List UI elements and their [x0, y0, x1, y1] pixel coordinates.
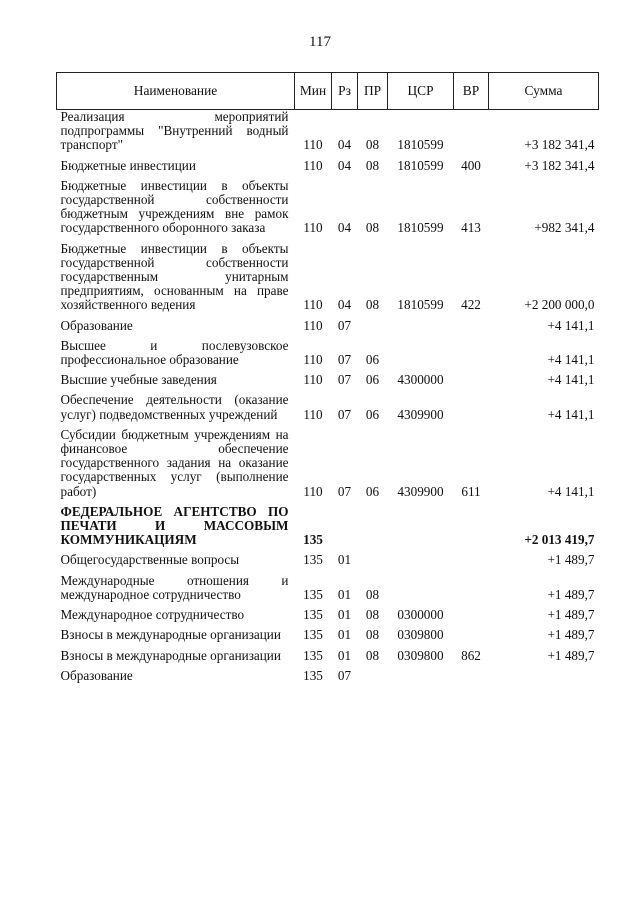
header-vr: ВР	[454, 73, 489, 110]
table-row	[57, 319, 599, 339]
row-pr-cell	[358, 669, 388, 689]
row-min-cell: 135	[303, 532, 323, 548]
row-name-cell: ФЕДЕРАЛЬНОЕ АГЕНТСТВО ПО ПЕЧАТИ И МАССОВЫМ КОММУНИКАЦИЯМ	[60, 503, 289, 548]
row-rz-cell: 07	[337, 317, 352, 333]
row-rz-cell: 01	[337, 627, 352, 643]
row-csr-cell: 1810599	[397, 297, 444, 313]
table-row	[57, 553, 599, 573]
row-min-cell: 110	[303, 317, 323, 333]
row-sum-cell: +1 489,7	[547, 607, 595, 623]
table-row	[57, 649, 599, 669]
row-vr-cell	[454, 553, 489, 573]
row-name-cell: Высшие учебные заведения	[60, 372, 217, 388]
table-row	[57, 373, 599, 393]
row-csr-cell: 1810599	[397, 137, 444, 153]
row-min-cell: 110	[303, 157, 323, 173]
row-min-cell: 135	[303, 607, 323, 623]
row-min-cell: 110	[303, 297, 323, 313]
table-row	[57, 669, 599, 689]
row-csr-cell	[388, 574, 454, 608]
row-csr-cell: 4309900	[397, 406, 444, 422]
row-rz-cell	[332, 505, 358, 554]
row-min-cell: 110	[303, 220, 323, 236]
header-name: Наименование	[57, 73, 295, 110]
row-vr-cell: 862	[461, 647, 481, 663]
row-rz-cell: 01	[337, 647, 352, 663]
table-row	[57, 159, 599, 179]
row-name-cell: Высшее и послевузовское профессиональное образование	[60, 337, 289, 368]
row-rz-cell: 07	[337, 352, 352, 368]
table-row	[57, 608, 599, 628]
row-sum-cell: +2 200 000,0	[524, 297, 595, 313]
row-name-cell: Общегосударственные вопросы	[60, 552, 240, 568]
row-pr-cell	[358, 319, 388, 339]
row-pr-cell: 06	[365, 372, 380, 388]
row-pr-cell: 06	[365, 406, 380, 422]
row-vr-cell	[454, 669, 489, 689]
row-name-cell: Субсидии бюджетным учреждениям на финансовое обеспечение государственного задания на оказание государственных услуг (выполнение работ)	[60, 426, 289, 499]
table-row	[57, 393, 599, 427]
row-min-cell: 135	[303, 586, 323, 602]
row-name-cell: Обеспечение деятельности (оказание услуг) подведомственных учреждений	[60, 392, 289, 422]
row-rz-cell: 07	[337, 483, 352, 499]
header-pr: ПР	[358, 73, 388, 110]
row-min-cell: 135	[303, 627, 323, 643]
row-name-cell: Образование	[60, 317, 133, 333]
row-rz-cell: 07	[337, 667, 352, 683]
row-name-cell: Реализация мероприятий подпрограммы "Внутренний водный транспорт"	[60, 109, 289, 153]
row-pr-cell: 06	[365, 352, 380, 368]
row-pr-cell: 08	[365, 220, 380, 236]
row-vr-cell	[454, 505, 489, 554]
row-sum-cell: +2 013 419,7	[524, 532, 595, 548]
row-vr-cell: 611	[461, 483, 481, 499]
row-csr-cell: 4309900	[397, 483, 444, 499]
row-rz-cell: 07	[337, 372, 352, 388]
row-min-cell: 135	[303, 552, 323, 568]
row-rz-cell: 01	[337, 607, 352, 623]
table-row	[57, 179, 599, 242]
row-min-cell: 135	[303, 647, 323, 663]
header-min: Мин	[295, 73, 332, 110]
row-vr-cell	[454, 110, 489, 159]
row-csr-cell	[388, 319, 454, 339]
row-name-cell: Международное сотрудничество	[60, 607, 245, 623]
row-min-cell: 110	[303, 372, 323, 388]
row-rz-cell: 01	[337, 586, 352, 602]
row-csr-cell: 1810599	[397, 220, 444, 236]
row-rz-cell: 04	[337, 297, 352, 313]
row-pr-cell: 06	[365, 483, 380, 499]
row-pr-cell: 08	[365, 647, 380, 663]
table-row	[57, 110, 599, 159]
row-min-cell: 110	[303, 137, 323, 153]
row-vr-cell	[454, 574, 489, 608]
row-min-cell: 110	[303, 352, 323, 368]
row-rz-cell: 01	[337, 552, 352, 568]
table-row	[57, 628, 599, 648]
row-sum-cell: +4 141,1	[547, 372, 595, 388]
row-csr-cell	[388, 669, 454, 689]
table-row	[57, 574, 599, 608]
header-csr: ЦСР	[388, 73, 454, 110]
row-sum-cell: +1 489,7	[547, 627, 595, 643]
row-csr-cell	[388, 339, 454, 373]
table-row	[57, 428, 599, 505]
row-csr-cell: 0309800	[397, 647, 444, 663]
row-vr-cell	[454, 628, 489, 648]
row-rz-cell: 04	[337, 157, 352, 173]
row-pr-cell: 08	[365, 157, 380, 173]
row-rz-cell: 07	[337, 406, 352, 422]
row-rz-cell: 04	[337, 220, 352, 236]
row-sum-cell: +3 182 341,4	[524, 157, 595, 173]
row-min-cell: 110	[303, 483, 323, 499]
row-sum-cell: +1 489,7	[547, 586, 595, 602]
row-name-cell: Бюджетные инвестиции в объекты государственной собственности государственным унитарным предприятиям, основанным на праве хозяйственного ведения	[60, 240, 289, 313]
row-vr-cell: 413	[461, 220, 481, 236]
row-vr-cell	[454, 608, 489, 628]
table-row	[57, 505, 599, 554]
row-pr-cell	[358, 553, 388, 573]
row-name-cell: Образование	[60, 667, 133, 683]
row-sum-cell: +4 141,1	[547, 317, 595, 333]
table-row	[57, 339, 599, 373]
page-number: 117	[309, 34, 331, 50]
row-csr-cell: 1810599	[397, 157, 444, 173]
row-pr-cell: 08	[365, 607, 380, 623]
header-rz: Рз	[332, 73, 358, 110]
budget-table	[56, 72, 599, 689]
row-csr-cell	[388, 505, 454, 554]
row-csr-cell: 0309800	[397, 627, 444, 643]
row-pr-cell: 08	[365, 297, 380, 313]
row-pr-cell	[358, 505, 388, 554]
table-header-row	[57, 73, 599, 110]
row-vr-cell: 400	[461, 157, 481, 173]
row-csr-cell: 4300000	[397, 372, 444, 388]
row-name-cell: Международные отношения и международное сотрудничество	[60, 572, 289, 602]
row-min-cell: 110	[303, 406, 323, 422]
row-name-cell: Взносы в международные организации	[60, 647, 281, 663]
row-vr-cell	[454, 319, 489, 339]
row-rz-cell: 04	[337, 137, 352, 153]
row-sum-cell	[489, 669, 599, 689]
row-csr-cell: 0300000	[397, 607, 444, 623]
row-name-cell: Взносы в международные организации	[60, 627, 281, 643]
row-sum-cell: +4 141,1	[547, 352, 595, 368]
row-name-cell: Бюджетные инвестиции	[60, 157, 196, 173]
row-vr-cell	[454, 393, 489, 427]
row-sum-cell: +1 489,7	[547, 552, 595, 568]
row-sum-cell: +4 141,1	[547, 483, 595, 499]
row-sum-cell: +3 182 341,4	[524, 137, 595, 153]
row-sum-cell: +4 141,1	[547, 406, 595, 422]
table-row	[57, 242, 599, 319]
row-sum-cell: +1 489,7	[547, 647, 595, 663]
row-pr-cell: 08	[365, 586, 380, 602]
table-body	[57, 110, 599, 689]
row-sum-cell: +982 341,4	[534, 220, 595, 236]
row-vr-cell	[454, 373, 489, 393]
row-name-cell: Бюджетные инвестиции в объекты государственной собственности бюджетным учреждениям вне рамок государственного оборонного заказа	[60, 177, 289, 236]
row-vr-cell: 422	[461, 297, 481, 313]
row-vr-cell	[454, 339, 489, 373]
row-pr-cell: 08	[365, 137, 380, 153]
row-pr-cell: 08	[365, 627, 380, 643]
row-min-cell: 135	[303, 667, 323, 683]
row-csr-cell	[388, 553, 454, 573]
budget-table-container	[56, 72, 598, 689]
header-sum: Сумма	[489, 73, 599, 110]
